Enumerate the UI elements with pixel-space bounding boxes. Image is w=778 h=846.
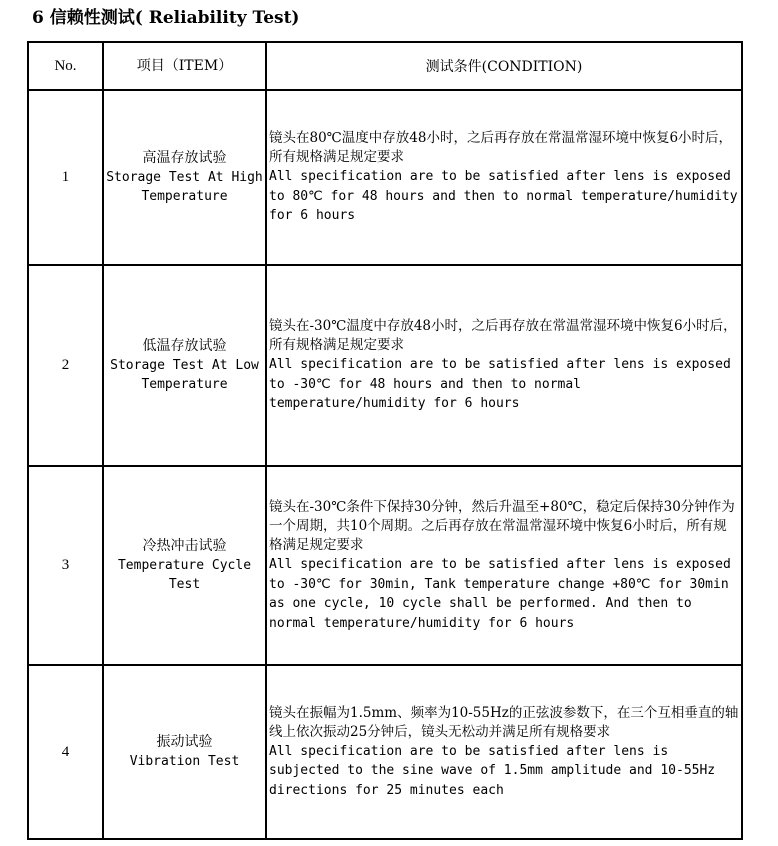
- item-cell: [103, 90, 266, 265]
- table-row: [28, 665, 742, 839]
- table-row: [28, 265, 742, 466]
- item-name-en: Temperature Cycle Test: [117, 558, 252, 592]
- condition-zh: 镜头在振幅为1.5mm、频率为10-55Hz的正弦波参数下，在三个互相垂直的轴线上依次振动25分钟后，镜头无松动并满足所有规格要求: [269, 704, 739, 740]
- table-row: [28, 466, 742, 665]
- header-item: 项目（ITEM）: [103, 42, 266, 90]
- item-name-en: Storage Test At High Temperature: [106, 170, 263, 204]
- item-cell: [103, 466, 266, 665]
- condition-zh: 镜头在-30℃温度中存放48小时，之后再存放在常温常湿环境中恢复6小时后，所有规格满足规定要求: [269, 318, 737, 354]
- item-name-zh: 振动试验: [156, 734, 213, 750]
- header-no: No.: [28, 42, 103, 90]
- condition-cell: [266, 466, 742, 665]
- item-cell: [103, 265, 266, 466]
- item-name-zh: 冷热冲击试验: [142, 538, 227, 554]
- item-name-en: Vibration Test: [129, 754, 240, 769]
- condition-cell: [266, 665, 742, 839]
- condition-zh: 镜头在80℃温度中存放48小时，之后再存放在常温常湿环境中恢复6小时后，所有规格满足规定要求: [269, 130, 733, 166]
- condition-cell: [266, 90, 742, 265]
- reliability-test-table: [27, 41, 743, 840]
- header-condition: 测试条件(CONDITION): [266, 42, 742, 90]
- table-row: [28, 90, 742, 265]
- condition-en: All specification are to be satisfied after lens is exposed to -30℃ for 30min, Tank temperature change +80℃ for 30min as one cycle, 10 cycle shall be performed. And then to normal temperature/humidity for 6 hours: [269, 557, 731, 631]
- item-name-zh: 低温存放试验: [142, 338, 227, 354]
- condition-cell: [266, 265, 742, 466]
- condition-zh: 镜头在-30℃条件下保持30分钟，然后升温至+80℃，稳定后保持30分钟作为一个周期，共10个周期。之后再存放在常温常湿环境中恢复6小时后，所有规格满足规定要求: [269, 499, 735, 553]
- table-header-row: [28, 42, 742, 90]
- condition-en: All specification are to be satisfied after lens is exposed to -30℃ for 48 hours and then to normal temperature/humidity for 6 hours: [269, 357, 731, 412]
- item-name-en: Storage Test At Low Temperature: [110, 358, 259, 392]
- row-number: 2: [28, 265, 103, 466]
- item-cell: [103, 665, 266, 839]
- section-title: 6 信赖性测试( Reliability Test): [32, 8, 300, 28]
- row-number: 4: [28, 665, 103, 839]
- row-number: 1: [28, 90, 103, 265]
- item-name-zh: 高温存放试验: [142, 150, 227, 166]
- condition-en: All specification are to be satisfied after lens is exposed to 80℃ for 48 hours and then to normal temperature/humidity for 6 hours: [269, 169, 738, 224]
- row-number: 3: [28, 466, 103, 665]
- condition-en: All specification are to be satisfied after lens is subjected to the sine wave of 1.5mm amplitude and 10-55Hz directions for 25 minutes each: [269, 743, 716, 798]
